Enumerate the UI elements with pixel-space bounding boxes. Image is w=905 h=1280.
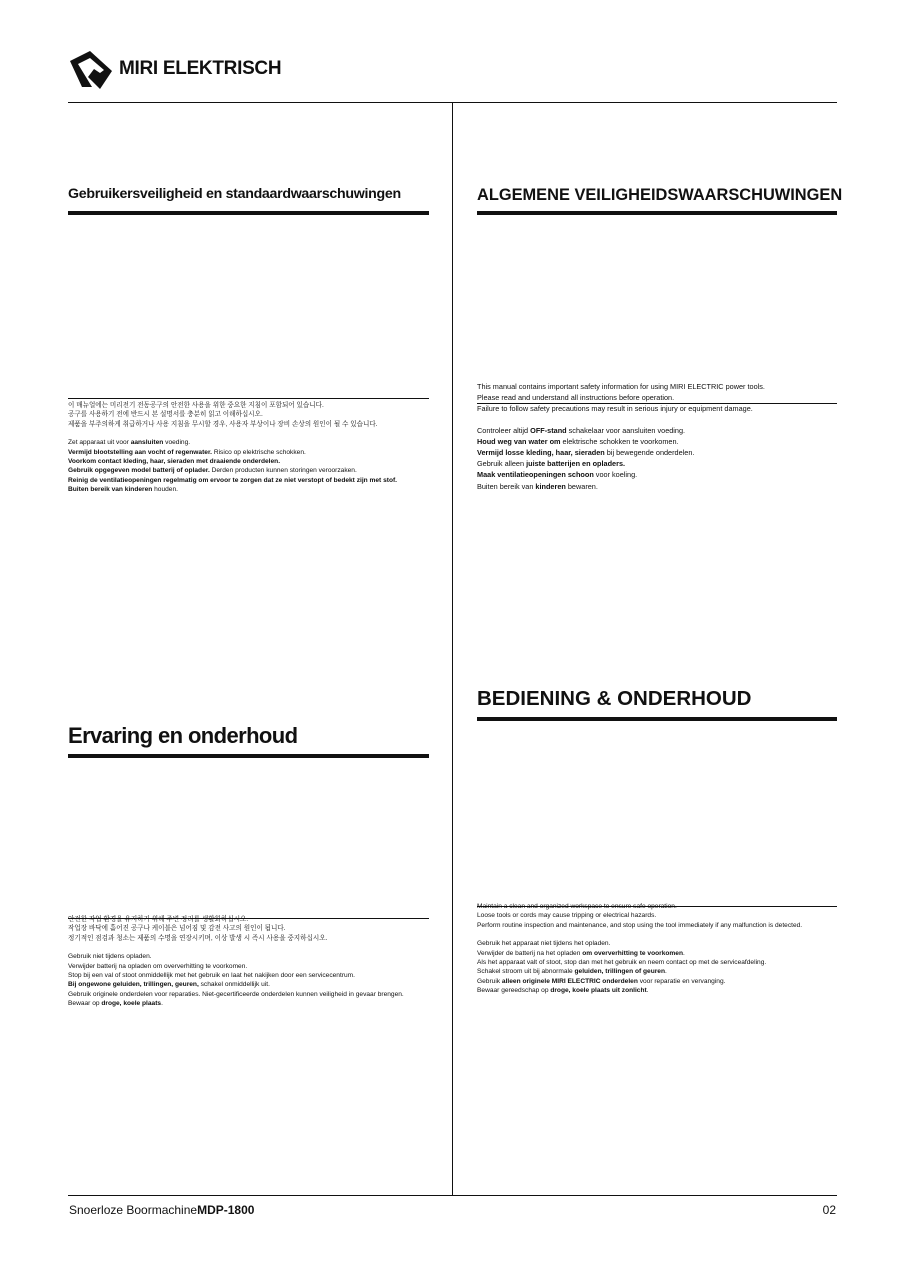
text-block-rule <box>68 398 429 399</box>
english-line: Perform routine inspection and maintenance, and stop using the tool immediately if any malfunction is detected. <box>477 921 803 929</box>
safety-item: Buiten bereik van kinderen houden. <box>68 486 178 494</box>
korean-line: 정기적인 점검과 청소는 제품의 수명을 연장시키며, 이상 발생 시 즉시 사용을 중지하십시오. <box>68 934 328 942</box>
safety-item: Gebruik alleen juiste batterijen en opladers. <box>477 459 626 469</box>
maintenance-item: Verwijder batterij na opladen om oververhitting te voorkomen. <box>68 962 248 970</box>
left-bottom-text-block <box>68 915 404 1009</box>
footer-product <box>69 1203 254 1217</box>
safety-item: Reinig de ventilatieopeningen regelmatig om ervoor te zorgen dat ze niet verstopt of bedekt zijn met stof. <box>68 476 398 484</box>
safety-item: Zet apparaat uit voor aansluiten voeding. <box>68 439 191 447</box>
safety-item: Vermijd losse kleding, haar, sieraden bij bewegende onderdelen. <box>477 448 695 458</box>
section-heading-rule <box>477 211 837 215</box>
maintenance-item: Bewaar gereedschap op droge, koele plaats uit zonlicht. <box>477 987 649 995</box>
safety-item: Gebruik opgegeven model batterij of oplader. Derden producten kunnen storingen veroorzaken. <box>68 467 357 475</box>
right-bottom-text-block <box>477 902 802 996</box>
safety-item: Voorkom contact kleding, haar, sieraden met draaiende onderdelen. <box>68 458 281 466</box>
section-heading-rule <box>68 211 429 215</box>
maintenance-item: Stop bij een val of stoot onmiddellijk met het gebruik en laat het nakijken door een servicecentrum. <box>68 972 355 980</box>
safety-item: Houd weg van water om elektrische schokken te voorkomen. <box>477 436 679 446</box>
text-block-rule <box>477 403 837 404</box>
maintenance-item: Schakel stroom uit bij abnormale geluiden, trillingen of geuren. <box>477 968 667 976</box>
section-heading-operation-maintenance: BEDIENING & ONDERHOUD <box>477 687 752 710</box>
page-number: 02 <box>822 1203 836 1217</box>
product-name: Snoerloze Boormachine <box>69 1203 198 1217</box>
miri-logo-icon <box>68 49 114 91</box>
korean-line: 안전한 작업 환경을 유지하기 위해 주변 정리를 생활화하십시오. <box>68 916 249 923</box>
english-line: Failure to follow safety precautions may result in serious injury or equipment damage. <box>477 404 753 414</box>
maintenance-item: Gebruik alleen originele MIRI ELECTRIC onderdelen voor reparatie en vervanging. <box>477 977 726 985</box>
maintenance-item: Gebruik het apparaat niet tijdens het opladen. <box>477 940 611 948</box>
footer-divider <box>68 1195 837 1196</box>
product-model: MDP-1800 <box>197 1203 255 1217</box>
column-divider <box>452 103 453 1195</box>
safety-item: Buiten bereik van kinderen bewaren. <box>477 481 598 491</box>
maintenance-item: Bewaar op droge, koele plaats. <box>68 1000 163 1008</box>
korean-line: 공구를 사용하기 전에 반드시 본 설명서를 충분히 읽고 이해하십시오. <box>68 411 263 419</box>
english-line: Please read and understand all instructions before operation. <box>477 393 675 403</box>
maintenance-item: Als het apparaat valt of stoot, stop dan met het gebruik en neem contact op met de serviceafdeling. <box>477 959 767 967</box>
right-top-text-block <box>477 381 765 492</box>
maintenance-item: Bij ongewone geluiden, trillingen, geuren, schakel onmiddellijk uit. <box>68 981 270 989</box>
brand-name: MIRI ELEKTRISCH <box>119 58 282 79</box>
korean-line: 제품을 부주의하게 취급하거나 사용 지침을 무시할 경우, 사용자 부상이나 장비 손상의 원인이 될 수 있습니다. <box>68 420 378 428</box>
english-line: Maintain a clean and organized workspace to ensure safe operation. <box>477 903 677 910</box>
safety-item: Maak ventilatieopeningen schoon voor koeling. <box>477 470 638 480</box>
korean-line: 이 매뉴얼에는 미리전기 전동공구의 안전한 사용을 위한 중요한 지침이 포함되어 있습니다. <box>68 402 324 409</box>
maintenance-item: Gebruik niet tijdens opladen. <box>68 953 152 961</box>
english-line: Loose tools or cords may cause tripping or electrical hazards. <box>477 912 657 920</box>
section-heading-rule <box>68 754 429 758</box>
safety-item: Controleer altijd OFF-stand schakelaar voor aansluiten voeding. <box>477 425 686 435</box>
maintenance-item: Verwijder de batterij na het opladen om oververhitting te voorkomen. <box>477 949 685 957</box>
section-heading-general-warnings: ALGEMENE VEILIGHEIDSWAARSCHUWINGEN <box>477 186 843 204</box>
english-line: This manual contains important safety information for using MIRI ELECTRIC power tools. <box>477 382 765 391</box>
section-heading-experience-maintenance: Ervaring en onderhoud <box>68 723 298 748</box>
maintenance-item: Gebruik originele onderdelen voor reparaties. Niet-gecertificeerde onderdelen kunnen veiligheid in gevaar brengen. <box>68 990 404 998</box>
korean-line: 작업장 바닥에 흩어진 공구나 케이블은 넘어짐 및 감전 사고의 원인이 됩니다. <box>68 925 286 933</box>
safety-item: Vermijd blootstelling aan vocht of regenwater. Risico op elektrische schokken. <box>68 448 306 456</box>
section-heading-rule <box>477 717 837 721</box>
section-heading-user-safety: Gebruikersveiligheid en standaardwaarschuwingen <box>68 186 401 202</box>
left-top-text-block <box>68 401 397 495</box>
